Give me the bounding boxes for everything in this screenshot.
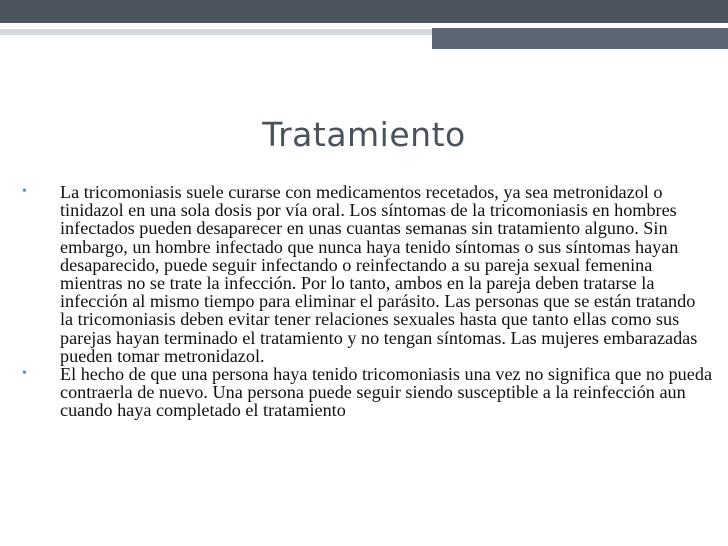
- bullet-item-2: [22, 365, 712, 420]
- slide-title: Tratamiento: [262, 115, 466, 154]
- accent-block: [432, 28, 728, 49]
- bullet-list: [22, 183, 712, 420]
- top-decorative-band: [0, 0, 728, 23]
- bullet-text-2: El hecho de que una persona haya tenido tricomoniasis una vez no significa que no pueda contraerla de nuevo. Una persona puede seguir siendo susceptible a la reinfección aun cuando haya completado el tratamiento: [60, 364, 713, 421]
- bullet-text-1: La tricomoniasis suele curarse con medicamentos recetados, ya sea metronidazol o tinidazol en una sola dosis por vía oral. Los síntomas de la tricomoniasis en hombres infectados pueden desaparecer en unas cuantas semanas sin tratamiento alguno. Sin embargo, un hombre infectado que nunca haya tenido síntomas o sus síntomas hayan desaparecido, puede seguir infectando o reinfectando a su pareja sexual femenina mientras no se trate la infección. Por lo tanto, ambos en la pareja deben tratarse la infección al mismo tiempo para eliminar el parásito. Las personas que se están tratando la tricomoniasis deben evitar tener relaciones sexuales hasta que tanto ellas como sus parejas hayan terminado el tratamiento y no tengan síntomas. Las mujeres embarazadas pueden tomar metronidazol.: [60, 182, 698, 366]
- bullet-icon: •: [22, 366, 27, 382]
- bullet-item-1: [22, 183, 712, 365]
- bullet-icon: •: [22, 184, 27, 199]
